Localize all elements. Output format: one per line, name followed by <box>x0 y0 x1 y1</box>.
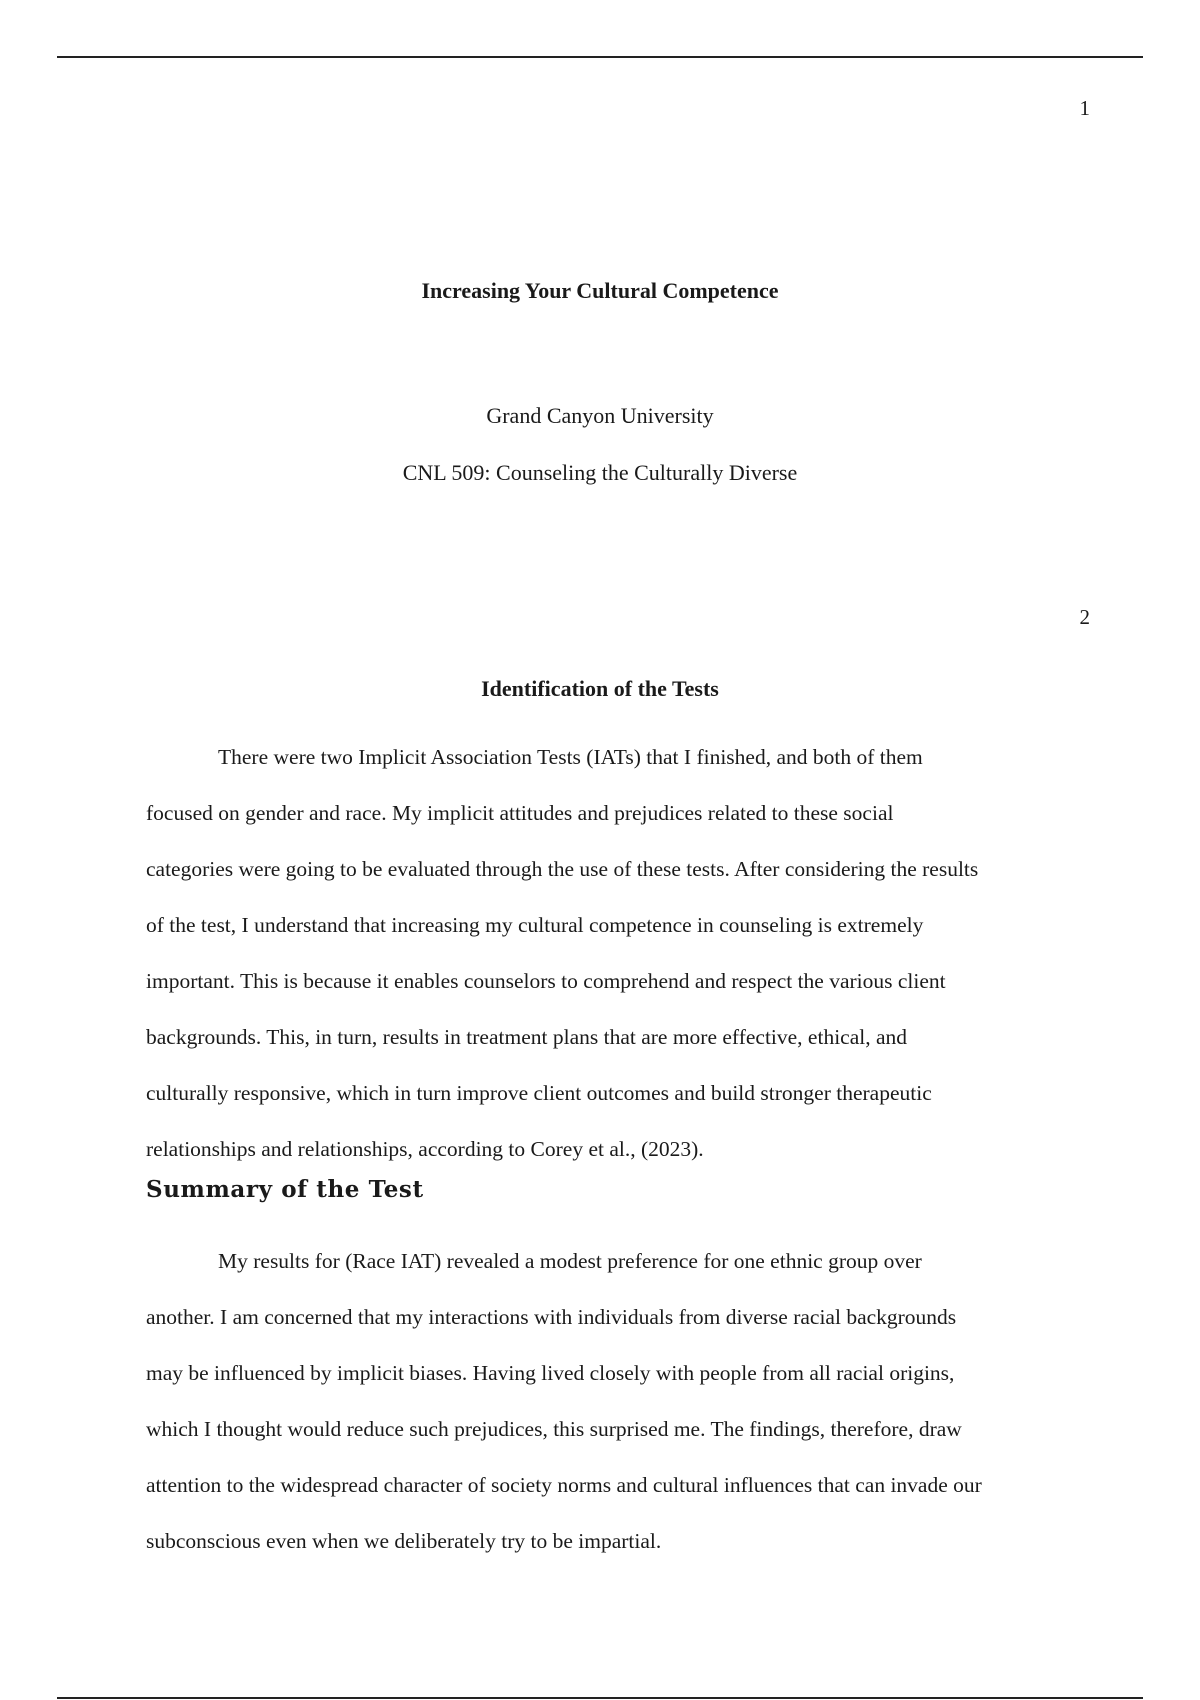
paragraph-line: may be influenced by implicit biases. Having lived closely with people from all racial origins, <box>146 1361 955 1385</box>
paragraph-line: focused on gender and race. My implicit attitudes and prejudices related to these social <box>146 801 894 825</box>
paragraph <box>146 729 1096 1177</box>
page-number: 2 <box>1079 605 1090 629</box>
paragraph <box>146 1233 1096 1569</box>
page-bottom-rule <box>57 1697 1143 1699</box>
paragraph-line: My results for (Race IAT) revealed a modest preference for one ethnic group over <box>218 1249 922 1273</box>
paragraph-line: subconscious even when we deliberately try to be impartial. <box>146 1529 662 1553</box>
paragraph-line: relationships and relationships, according to Corey et al., (2023). <box>146 1137 704 1161</box>
paragraph-line: attention to the widespread character of society norms and cultural influences that can invade our <box>146 1473 982 1497</box>
section-heading: Identification of the Tests <box>481 676 719 701</box>
paragraph-line: which I thought would reduce such prejudices, this surprised me. The findings, therefore, draw <box>146 1417 962 1441</box>
paragraph-line: of the test, I understand that increasing my cultural competence in counseling is extremely <box>146 913 924 937</box>
section-heading: Summary of the Test <box>146 1176 424 1203</box>
page-number: 1 <box>1079 96 1090 120</box>
paragraph-line: There were two Implicit Association Tests (IATs) that I finished, and both of them <box>218 745 923 769</box>
paragraph-line: another. I am concerned that my interactions with individuals from diverse racial backgrounds <box>146 1305 957 1329</box>
paragraph-line: categories were going to be evaluated through the use of these tests. After considering the results <box>146 857 979 881</box>
paragraph-line: culturally responsive, which in turn improve client outcomes and build stronger therapeutic <box>146 1081 932 1105</box>
paragraph-line: backgrounds. This, in turn, results in treatment plans that are more effective, ethical, and <box>146 1025 908 1049</box>
page-top-rule <box>57 56 1143 58</box>
course-name: CNL 509: Counseling the Culturally Diverse <box>402 460 798 485</box>
paragraph-line: important. This is because it enables counselors to comprehend and respect the various client <box>146 969 946 993</box>
institution-name: Grand Canyon University <box>486 403 714 428</box>
document-title: Increasing Your Cultural Competence <box>421 278 779 303</box>
